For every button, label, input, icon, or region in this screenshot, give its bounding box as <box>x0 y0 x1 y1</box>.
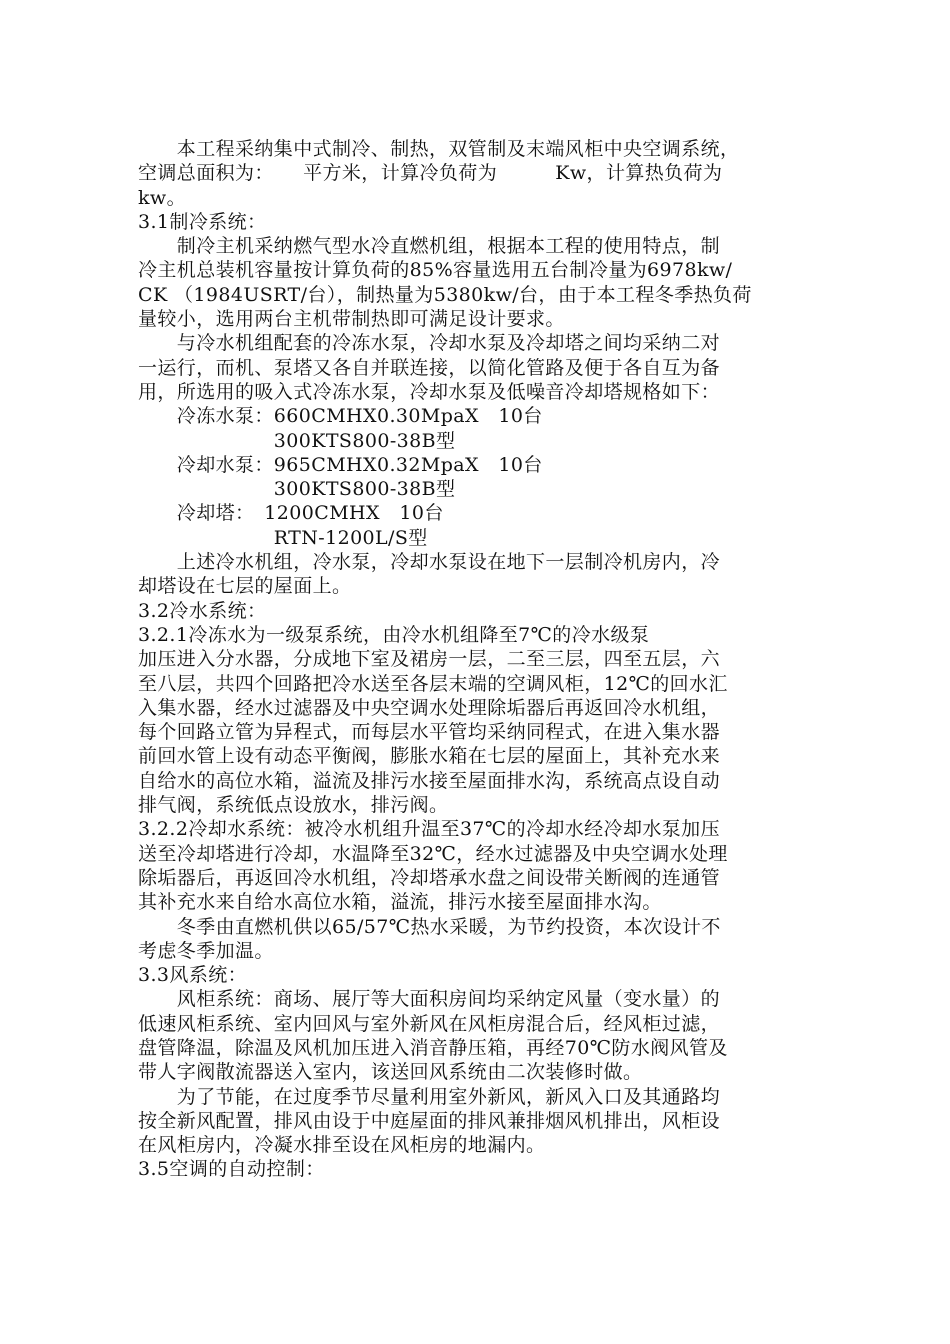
text-line: 一运行，而机、泵塔又各自并联连接，以简化管路及便于各自互为备 <box>138 356 721 379</box>
text-line: 用，所选用的吸入式冷冻水泵，冷却水泵及低噪音冷却塔规格如下： <box>138 380 721 403</box>
spec-line: RTN-1200L/S型 <box>138 526 428 549</box>
redaction-patch <box>748 663 830 687</box>
text-line: 冬季由直燃机供以65/57℃热水采暖，为节约投资，本次设计不 <box>138 915 721 938</box>
document-body <box>138 137 818 1182</box>
text-line: 却塔设在七层的屋面上。 <box>138 575 352 598</box>
text-line: 风柜系统：商场、展厅等大面积房间均采纳定风量（变水量）的 <box>138 988 721 1011</box>
redaction-patch <box>790 157 830 183</box>
text-line: 在风柜房内，冷凝水排至设在风柜房的地漏内。 <box>138 1134 546 1157</box>
text-line: 量较小，选用两台主机带制热即可满足设计要求。 <box>138 308 565 331</box>
text-line: 与冷水机组配套的冷冻水泵，冷却水泵及冷却塔之间均采纳二对 <box>138 332 721 355</box>
text-line: 3.2.2冷却水系统：被冷水机组升温至37℃的冷却水经冷却水泵加压 <box>138 818 720 841</box>
text-line: 排气阀，系统低点设放水，排污阀。 <box>138 794 449 817</box>
text-line: 至八层，共四个回路把冷水送至各层末端的空调风柜，12℃的回水汇 <box>138 672 728 695</box>
spec-line: 冷冻水泵：660CMHX0.30MpaX 10台 <box>138 405 543 428</box>
text-line: 带人字阀散流器送入室内，该送回风系统由二次装修时做。 <box>138 1061 643 1084</box>
text-line: 盘管降温，除温及风机加压进入消音静压箱，再经70℃防水阀风管及 <box>138 1036 728 1059</box>
section-heading: 3.5空调的自动控制： <box>138 1158 325 1181</box>
text-line: 低速风柜系统、室内回风与室外新风在风柜房混合后，经风柜过滤， <box>138 1012 721 1035</box>
text-line: 为了节能，在过度季节尽量利用室外新风，新风入口及其通路均 <box>138 1085 721 1108</box>
redaction-patch <box>795 134 830 160</box>
text-line: 入集水器，经水过滤器及中央空调水处理除垢器后再返回冷水机组， <box>138 696 721 719</box>
section-heading: 3.2冷水系统： <box>138 599 267 622</box>
spec-line: 冷却水泵：965CMHX0.32MpaX 10台 <box>138 453 543 476</box>
text-line: 加压进入分水器，分成地下室及裙房一层，二至三层，四至五层，六 <box>138 648 721 671</box>
text-line: 除垢器后，再返回冷水机组，冷却塔承水盘之间设带关断阀的连通管 <box>138 866 721 889</box>
section-heading: 3.3风系统： <box>138 964 248 987</box>
text-line: 本工程采纳集中式制冷、制热，双管制及末端风柜中央空调系统， <box>138 138 740 160</box>
text-line: 送至冷却塔进行冷却，水温降至32℃，经水过滤器及中央空调水处理 <box>138 842 728 865</box>
text-line: CK （1984USRT/台），制热量为5380kw/台，由于本工程冬季热负荷 <box>138 283 752 306</box>
section-heading: 3.1制冷系统： <box>138 210 267 233</box>
spec-line: 冷却塔： 1200CMHX 10台 <box>138 502 444 525</box>
text-line: 其补充水来自给水高位水箱，溢流，排污水接至屋面排水沟。 <box>138 891 662 914</box>
text-line: 考虑冬季加温。 <box>138 939 274 962</box>
text-line: 前回水管上设有动态平衡阀，膨胀水箱在七层的屋面上，其补充水来 <box>138 745 721 768</box>
redaction-patch <box>752 628 830 658</box>
text-line: 每个回路立管为异程式，而每层水平管均采纳同程式，在进入集水器 <box>138 721 721 744</box>
text-line: 冷主机总装机容量按计算负荷的85%容量选用五台制冷量为6978kw/ <box>138 259 733 282</box>
text-line: 空调总面积为： 平方米，计算冷负荷为 Kw，计算热负荷为 <box>138 162 723 185</box>
text-line: 上述冷水机组，冷水泵，冷却水泵设在地下一层制冷机房内，冷 <box>138 551 721 574</box>
text-line: 制冷主机采纳燃气型水冷直燃机组，根据本工程的使用特点，制 <box>138 235 721 258</box>
spec-line: 300KTS800-38B型 <box>138 429 456 452</box>
text-line: kw。 <box>138 186 186 209</box>
text-line: 3.2.1冷冻水为一级泵系统，由冷水机组降至7℃的冷水级泵 <box>138 623 650 646</box>
spec-line: 300KTS800-38B型 <box>138 478 456 501</box>
text-line: 按全新风配置，排风由设于中庭屋面的排风兼排烟风机排出，风柜设 <box>138 1109 721 1132</box>
text-line: 自给水的高位水箱，溢流及排污水接至屋面排水沟，系统高点设自动 <box>138 769 721 792</box>
